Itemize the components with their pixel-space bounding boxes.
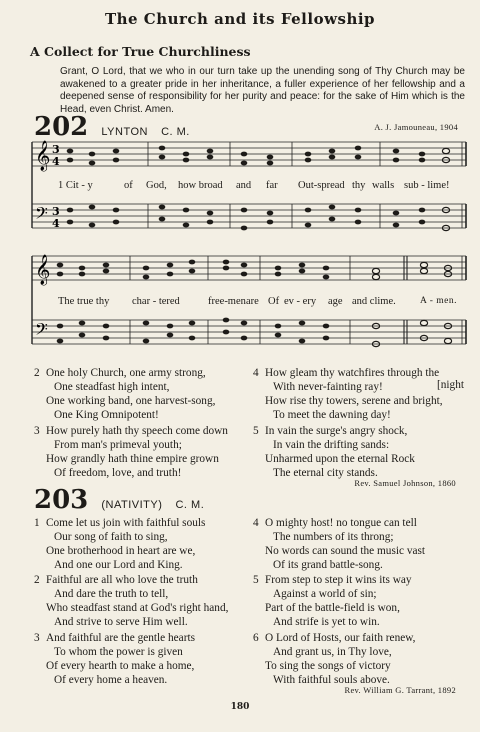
system-1-lyric: how broad xyxy=(178,180,223,191)
composer-credit: A. J. Jamouneau, 1904 xyxy=(374,122,458,132)
system-1-lyric: and xyxy=(236,180,252,191)
meter: C. M. xyxy=(161,126,190,138)
verse-6: 6 O Lord of Hosts, our faith renew, And grant us, in Thy love, To sing the songs of victory With faithful souls above. xyxy=(253,632,416,686)
system-2-lyric: The true thy xyxy=(58,296,110,307)
svg-text:𝄢: 𝄢 xyxy=(35,319,48,343)
bass-clef-icon: 𝄢 xyxy=(35,203,48,227)
system-1-lyric: sub - lime! xyxy=(404,180,450,191)
meter: C. M. xyxy=(175,499,205,511)
verse-1: 1 Come let us join with faithful souls Our song of faith to sing, One brotherhood in heart are we, And one our Lord and King. xyxy=(34,517,206,571)
system-2-lyric: ev - ery xyxy=(284,296,317,307)
svg-text:4: 4 xyxy=(52,217,60,230)
hymn-number: 202 xyxy=(34,112,89,142)
hymn-202-header xyxy=(34,114,190,140)
verse-2: 2 Faithful are all who love the truth And dare the truth to tell, Who steadfast stand at God's right hand, And strive to serve Him well. xyxy=(34,574,229,628)
music-system-1 xyxy=(30,138,470,248)
verse-4: 4 How gleam thy watchfires through the With never-fainting ray! How rise thy towers, serene and bright, To meet the dawning day! xyxy=(253,367,443,421)
system-1-lyric: Out-spread xyxy=(298,180,345,191)
system-2-lyric: free-men xyxy=(208,296,246,307)
music-system-2 xyxy=(30,252,470,362)
hymn-number: 203 xyxy=(34,485,89,515)
system-1-lyric: God, xyxy=(146,180,167,191)
system-1-lyric: walls xyxy=(372,180,395,191)
system-1-lyric: far xyxy=(266,180,278,191)
system-1-lyric: 1 Cit - y xyxy=(58,180,93,191)
system-2-lyric: are xyxy=(246,296,259,307)
treble-clef-icon: 𝄞 xyxy=(35,141,51,171)
author-credit: Rev. Samuel Johnson, 1860 xyxy=(354,478,456,488)
system-2-lyric: char - tered xyxy=(132,296,180,307)
system-2-lyric: age xyxy=(328,296,343,307)
verse-2: 2 One holy Church, one army strong, One steadfast high intent, One working band, one harvest-song, One King Omnipotent! xyxy=(34,367,216,421)
svg-text:3: 3 xyxy=(52,143,60,156)
svg-text:3: 3 xyxy=(52,205,60,218)
svg-text:𝄞: 𝄞 xyxy=(35,255,51,285)
verse-5: 5 From step to step it wins its way Against a world of sin; Part of the battle-field is won, And strife is yet to win. xyxy=(253,574,412,628)
verse-3: 3 How purely hath thy speech come down From man's primeval youth; How grandly hath thine empire grown Of freedom, love, and truth! xyxy=(34,425,228,479)
collect-heading: A Collect for True Churchliness xyxy=(30,44,251,59)
verse-5: 5 In vain the surge's angry shock, In vain the drifting sands: Unharmed upon the eternal Rock The eternal city stands. xyxy=(253,425,415,479)
system-1-lyric: thy xyxy=(352,180,366,191)
collect-text: Grant, O Lord, that we who in our turn take up the unending song of Thy Church may be awakened to a greater pride in her inheritance, a fuller experience of her fellowship and a deepened sense of responsibility for her purity and peace: for the sake of Him which is the Head, even Christ. Amen. xyxy=(60,66,465,115)
tune-name: (NATIVITY) xyxy=(101,499,163,511)
svg-text:4: 4 xyxy=(52,155,60,168)
page-number: 180 xyxy=(230,702,250,712)
system-1-lyric: of xyxy=(124,180,133,191)
system-2-lyric: Of xyxy=(268,296,280,307)
verse-3: 3 And faithful are the gentle hearts To whom the power is given Of every hearth to make a home, Of every home a heaven. xyxy=(34,632,195,686)
hymn-203-header xyxy=(34,487,204,513)
tune-name: LYNTON xyxy=(101,126,148,138)
amen-lyric: A - men. xyxy=(420,296,457,306)
verse-4-overflow: [night xyxy=(437,379,464,391)
author-credit: Rev. William G. Tarrant, 1892 xyxy=(344,685,456,695)
section-title: The Church and its Fellowship xyxy=(104,10,376,28)
verse-4: 4 O mighty host! no tongue can tell The numbers of its throng; No words can sound the music vast Of its grand battle-song. xyxy=(253,517,426,571)
system-2-lyric: and clime. xyxy=(352,296,396,307)
